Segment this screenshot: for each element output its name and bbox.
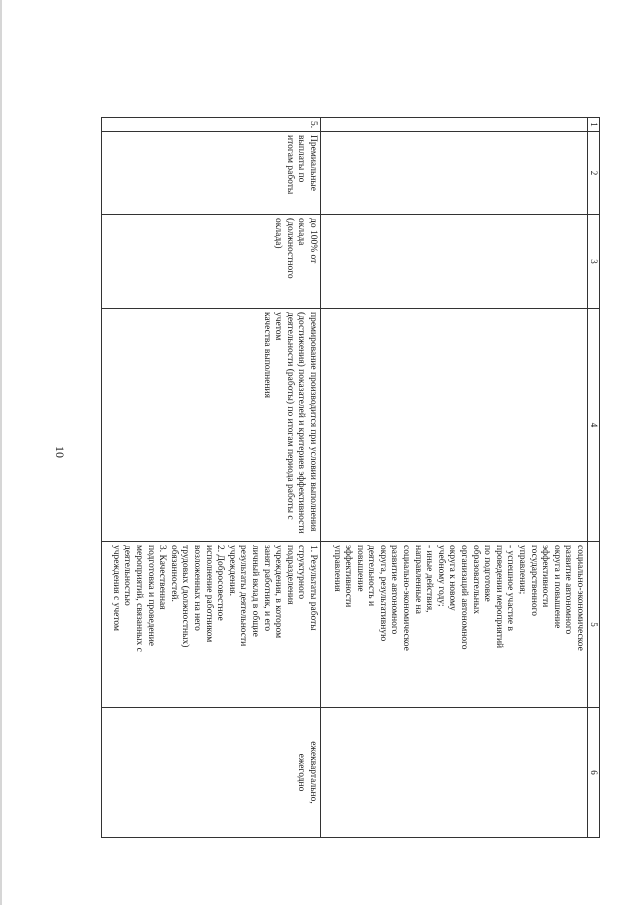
prev-row-number: [321, 118, 588, 132]
prev-row-conditions: [321, 309, 588, 542]
row-5-frequency: ежеквартально, ежегодно: [102, 708, 321, 838]
header-col-1: 1: [588, 118, 600, 132]
row-5-number: 5.: [102, 118, 321, 132]
table-row: [321, 118, 588, 838]
header-col-6: 6: [588, 708, 600, 838]
table-row: [102, 118, 321, 838]
row-5-payment-type: Премиальные выплаты по итогам работы: [102, 132, 321, 215]
table-header-row: [588, 118, 600, 838]
rotated-table-container: [103, 117, 600, 837]
page-number: 10: [53, 446, 67, 458]
page-edge: [0, 0, 2, 905]
header-col-5: 5: [588, 542, 600, 708]
row-5-amount: до 100% от оклада (должностного оклада): [102, 215, 321, 309]
header-col-3: 3: [588, 215, 600, 309]
prev-row-payment-type: [321, 132, 588, 215]
header-col-2: 2: [588, 132, 600, 215]
row-5-conditions: премирование производится при условии выполнения (достижения) показателей и критериев эффективности деятельности (работы) по итогам периода работы с учетом качества выполнения: [102, 309, 321, 542]
prev-row-amount: [321, 215, 588, 309]
bonus-criteria-table: [101, 117, 600, 838]
prev-row-frequency: [321, 708, 588, 838]
row-5-criteria: 1. Результаты работы структурного подразделения учреждения, в котором занят работник, и его личный вклад в общие результаты деятельности учреждения. 2. Добросовестное исполнение работником возложенных на него трудовых (должностных) обязанностей. 3. Качественная подготовка и проведение мероприятий, связанных с деятельностью учреждения с учетом: [102, 542, 321, 708]
prev-row-criteria: социально-экономическое развитие автономного округа и повышение эффективности государственного управления; - успешное участие в проведении мероприятий по подготовке образовательных организаций автономного округа к новому учебному году; - иные действия, направленные на социально-экономическое развитие автономного округа, результативную деятельность и повышение эффективности управления: [321, 542, 588, 708]
header-col-4: 4: [588, 309, 600, 542]
